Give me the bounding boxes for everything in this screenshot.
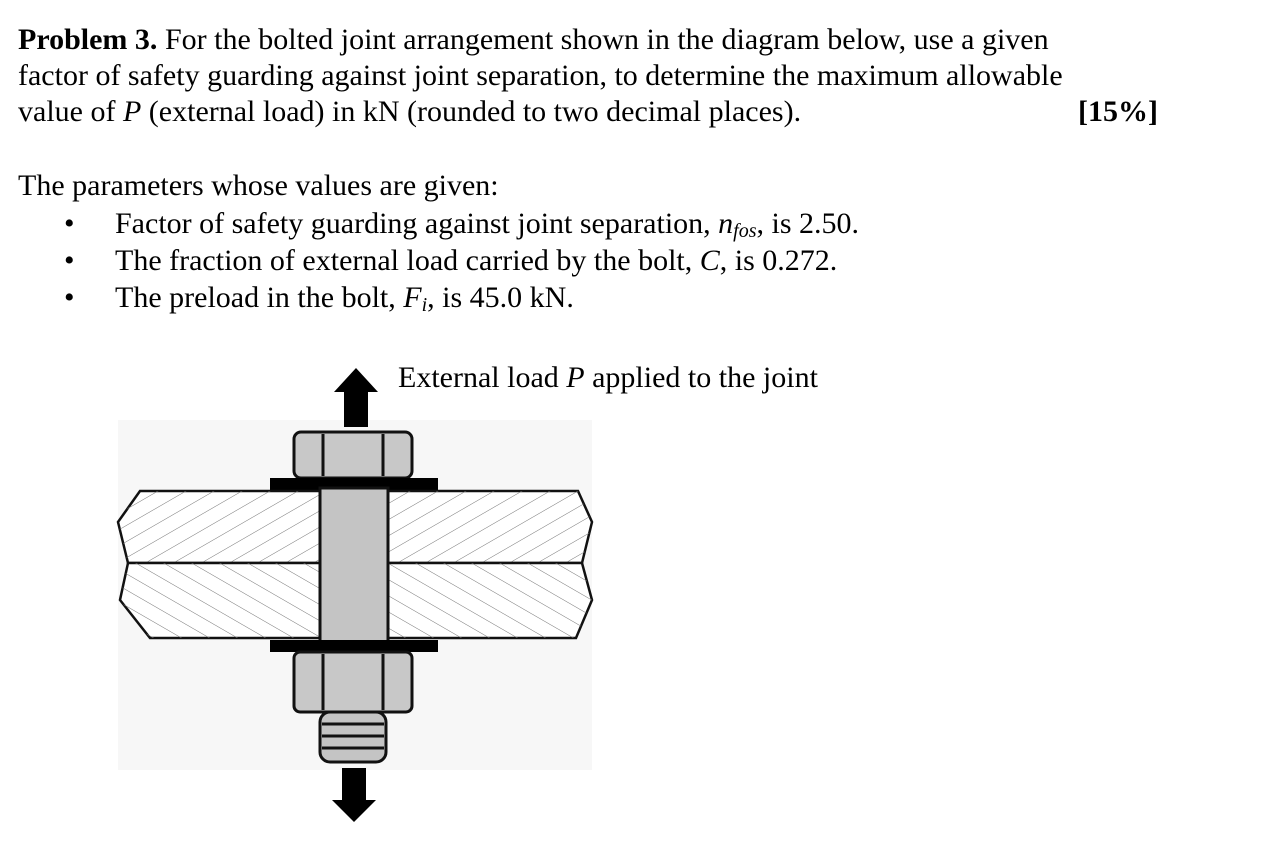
param-var: C xyxy=(699,244,720,277)
param-text-b: , is 45.0 kN. xyxy=(427,281,574,314)
param-text-b: , is 2.50. xyxy=(756,207,860,240)
arrow-up-icon xyxy=(334,368,378,427)
param-var: n xyxy=(718,207,734,240)
bolted-joint-diagram xyxy=(110,360,610,830)
caption-text-b: applied to the joint xyxy=(584,361,818,394)
weight-badge: [15%] xyxy=(1078,95,1158,128)
param-text-b: , is 0.272. xyxy=(719,244,838,277)
arrow-down-icon xyxy=(332,768,376,822)
problem-statement xyxy=(18,22,1170,130)
param-var: F xyxy=(403,281,422,314)
list-item xyxy=(0,205,1100,242)
param-text-a: Factor of safety guarding against joint separation, xyxy=(115,207,719,240)
param-text-a: The preload in the bolt, xyxy=(115,281,404,314)
bullet-icon: • xyxy=(64,281,75,314)
bolt-thread xyxy=(320,712,386,762)
problem-text-3b: (external load) in kN (rounded to two decimal places). xyxy=(141,95,802,128)
caption-var-p: P xyxy=(566,361,585,394)
bullet-icon: • xyxy=(64,244,75,277)
bolt-shank xyxy=(320,488,388,642)
bullet-icon: • xyxy=(64,207,75,240)
problem-line-2: factor of safety guarding against joint separation, to determine the maximum allowable xyxy=(18,59,1063,92)
problem-text-3 xyxy=(18,94,801,130)
bottom-washer xyxy=(270,640,438,652)
problem-text-3a: value of xyxy=(18,95,123,128)
param-text xyxy=(115,242,837,279)
nut xyxy=(294,652,412,712)
params-intro: The parameters whose values are given: xyxy=(18,169,499,202)
problem-label: Problem 3. xyxy=(18,23,158,56)
list-item xyxy=(0,279,1100,316)
problem-line-3 xyxy=(18,94,1170,130)
param-text xyxy=(115,279,574,324)
problem-line-1 xyxy=(18,22,1170,58)
params-list xyxy=(0,205,1100,316)
bolt-head xyxy=(294,432,412,478)
problem-text-1: For the bolted joint arrangement shown in the diagram below, use a given xyxy=(164,23,1049,56)
var-p: P xyxy=(122,95,142,128)
param-sub: fos xyxy=(733,220,757,242)
caption-text-a: External load xyxy=(398,361,567,394)
param-text-a: The fraction of external load carried by the bolt, xyxy=(115,244,700,277)
param-sub: i xyxy=(421,294,428,316)
list-item xyxy=(0,242,1100,279)
